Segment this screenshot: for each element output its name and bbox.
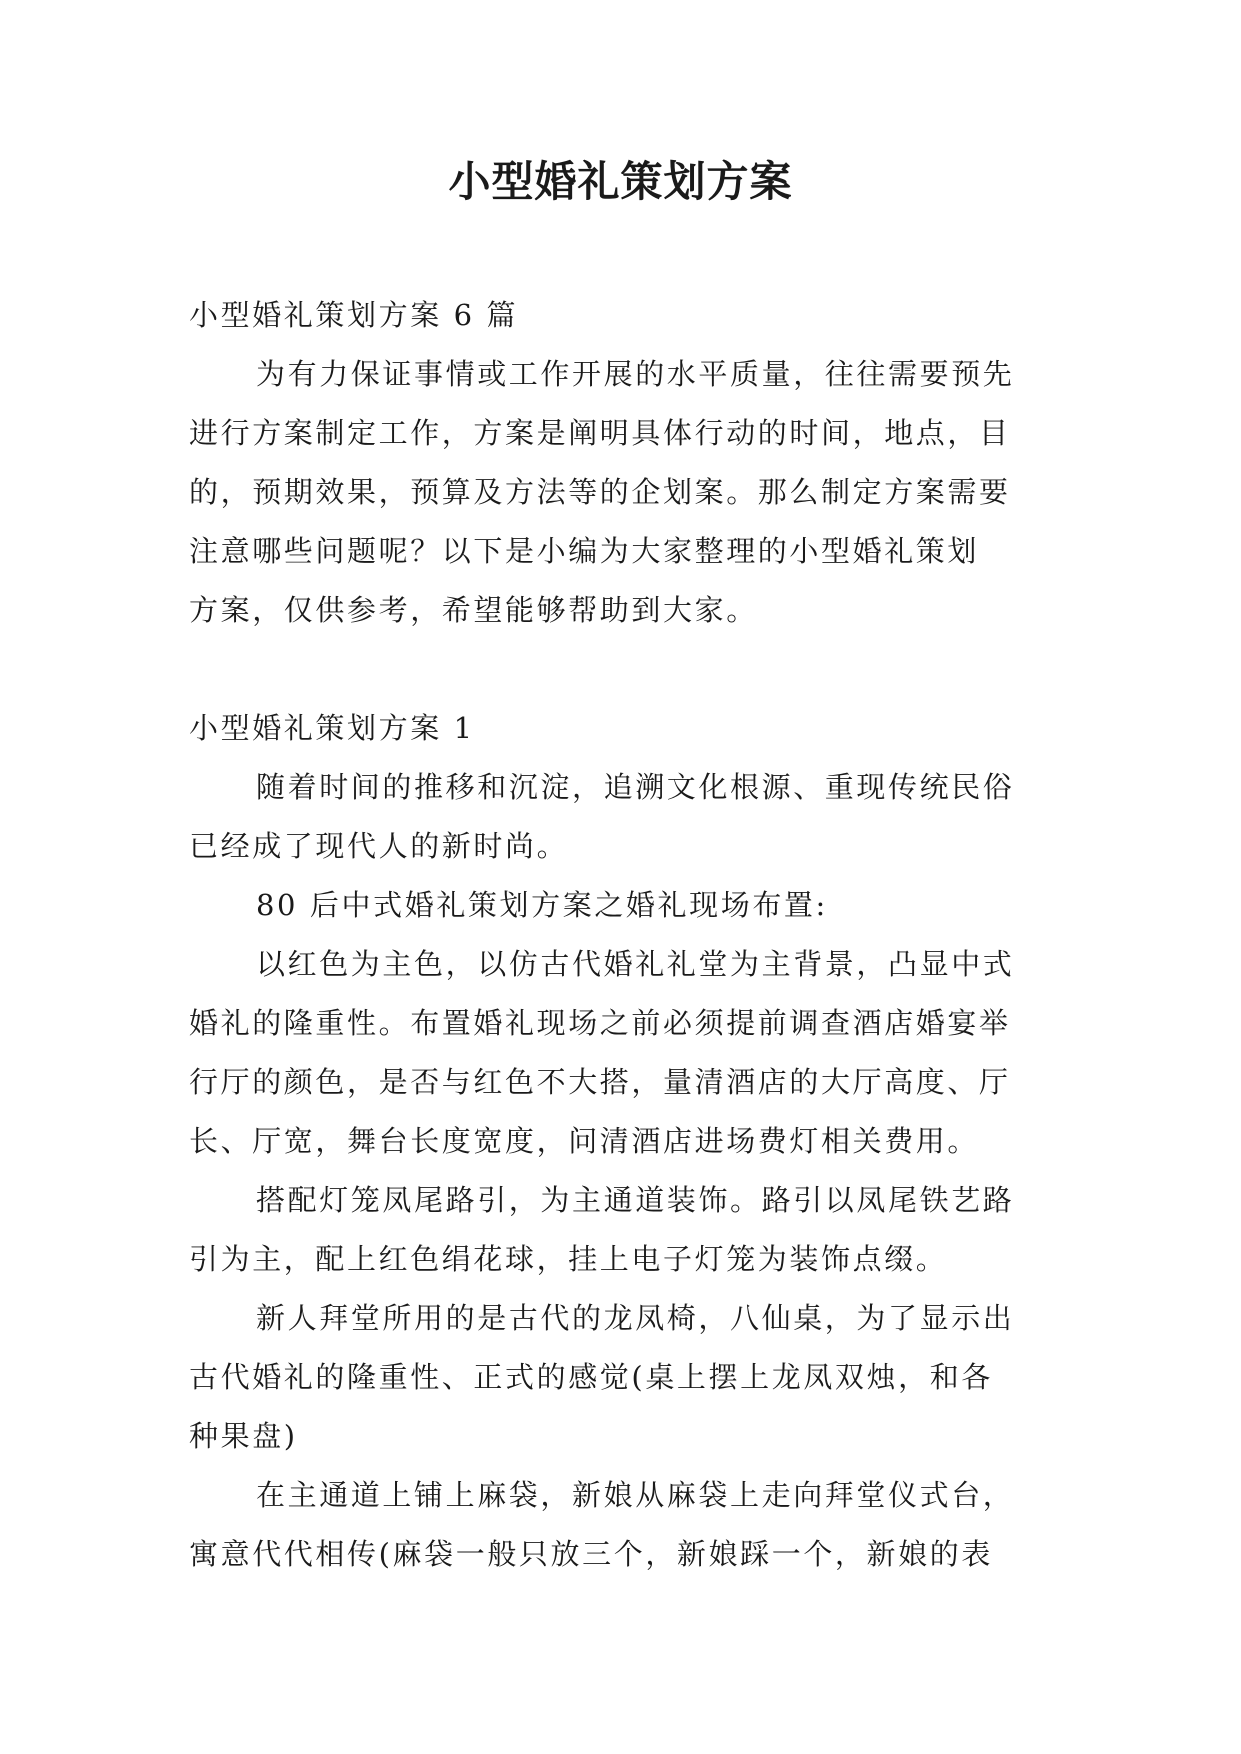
paragraph-line: 引为主，配上红色绢花球，挂上电子灯笼为装饰点缀。 — [189, 1242, 948, 1276]
subheading-venue-setup: 80 后中式婚礼策划方案之婚礼现场布置: — [256, 888, 828, 922]
paragraph-line: 在主通道上铺上麻袋，新娘从麻袋上走向拜堂仪式台， — [256, 1478, 1015, 1512]
intro-paragraph-line: 的，预期效果，预算及方法等的企划案。那么制定方案需要 — [189, 475, 1011, 509]
paragraph-line: 新人拜堂所用的是古代的龙凤椅，八仙桌，为了显示出 — [256, 1301, 1015, 1335]
paragraph-line: 婚礼的隆重性。布置婚礼现场之前必须提前调查酒店婚宴举 — [189, 1006, 1011, 1040]
section-heading-plan-1: 小型婚礼策划方案 1 — [189, 711, 475, 745]
paragraph-line: 古代婚礼的隆重性、正式的感觉(桌上摆上龙凤双烛，和各 — [189, 1360, 993, 1394]
paragraph-line: 行厅的颜色，是否与红色不大搭，量清酒店的大厅高度、厅 — [189, 1065, 1011, 1099]
section-heading-overview: 小型婚礼策划方案 6 篇 — [189, 298, 519, 332]
intro-paragraph-line: 为有力保证事情或工作开展的水平质量，往往需要预先 — [256, 357, 1015, 391]
paragraph-line: 种果盘) — [189, 1419, 298, 1453]
paragraph-line: 以红色为主色，以仿古代婚礼礼堂为主背景，凸显中式 — [256, 947, 1015, 981]
paragraph-line: 长、厅宽，舞台长度宽度，问清酒店进场费灯相关费用。 — [189, 1124, 980, 1158]
document-body — [189, 286, 1055, 1584]
paragraph-gap — [189, 640, 1055, 699]
paragraph-line: 搭配灯笼凤尾路引，为主通道装饰。路引以凤尾铁艺路 — [256, 1183, 1015, 1217]
paragraph-line: 已经成了现代人的新时尚。 — [189, 829, 569, 863]
paragraph-line: 寓意代代相传(麻袋一般只放三个，新娘踩一个，新娘的表 — [189, 1537, 993, 1571]
intro-paragraph-line: 注意哪些问题呢？以下是小编为大家整理的小型婚礼策划 — [189, 534, 980, 568]
intro-paragraph-line: 方案，仅供参考，希望能够帮助到大家。 — [189, 593, 758, 627]
intro-paragraph-line: 进行方案制定工作，方案是阐明具体行动的时间，地点，目 — [189, 416, 1011, 450]
paragraph-line: 随着时间的推移和沉淀，追溯文化根源、重现传统民俗 — [256, 770, 1015, 804]
document-title: 小型婚礼策划方案 — [448, 157, 793, 206]
